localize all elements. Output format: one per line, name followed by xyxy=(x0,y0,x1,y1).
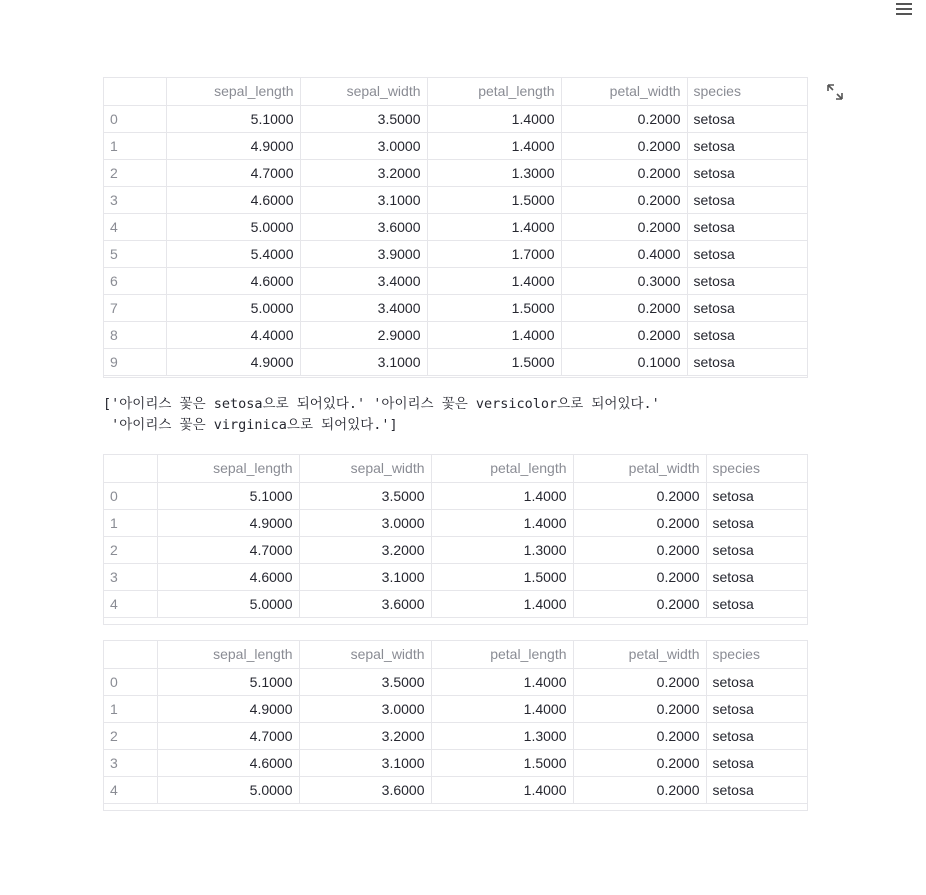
table-cell[interactable]: 0.2000 xyxy=(573,563,706,590)
column-header-species[interactable]: species xyxy=(687,78,807,105)
table-cell[interactable]: 0.2000 xyxy=(561,186,687,213)
table-cell[interactable]: 0.2000 xyxy=(573,695,706,722)
table-row xyxy=(104,776,807,803)
table-cell[interactable]: 0.4000 xyxy=(561,240,687,267)
row-index-cell[interactable]: 2 xyxy=(104,722,157,749)
table-cell[interactable]: setosa xyxy=(706,722,807,749)
table-cell[interactable]: 3.1000 xyxy=(299,749,431,776)
table-cell[interactable]: 3.6000 xyxy=(299,590,431,617)
column-header-sepal-width[interactable]: sepal_width xyxy=(299,641,431,668)
table-row xyxy=(104,213,807,240)
table-cell[interactable]: setosa xyxy=(706,536,807,563)
table-cell[interactable]: 0.2000 xyxy=(561,159,687,186)
row-index-cell[interactable]: 0 xyxy=(104,105,166,132)
row-index-cell[interactable]: 6 xyxy=(104,267,166,294)
table-cell[interactable]: 3.0000 xyxy=(299,695,431,722)
table-cell[interactable]: 4.9000 xyxy=(157,695,299,722)
table-row xyxy=(104,186,807,213)
table-row xyxy=(104,482,807,509)
table-cell[interactable]: setosa xyxy=(687,105,807,132)
table-cell[interactable]: 1.3000 xyxy=(431,536,573,563)
table-cell[interactable]: setosa xyxy=(687,321,807,348)
header-row xyxy=(104,78,807,105)
table-cell[interactable]: 4.7000 xyxy=(166,159,300,186)
table-cell[interactable]: 5.1000 xyxy=(166,105,300,132)
row-index-cell[interactable]: 2 xyxy=(104,536,157,563)
table-cell[interactable]: setosa xyxy=(706,563,807,590)
table-row xyxy=(104,563,807,590)
table-cell[interactable]: 1.3000 xyxy=(427,159,561,186)
table-cell[interactable]: 0.3000 xyxy=(561,267,687,294)
column-header-petal-length[interactable]: petal_length xyxy=(427,78,561,105)
table-row xyxy=(104,132,807,159)
row-index-cell[interactable]: 0 xyxy=(104,482,157,509)
row-index-cell[interactable]: 4 xyxy=(104,213,166,240)
table-cell[interactable]: 3.2000 xyxy=(299,722,431,749)
output-line: ['아이리스 꽃은 setosa으로 되어있다.' '아이리스 꽃은 versicolor으로 되어있다.' xyxy=(103,396,660,412)
table-cell[interactable]: 1.3000 xyxy=(431,722,573,749)
table-cell[interactable]: 1.4000 xyxy=(427,132,561,159)
table-row xyxy=(104,348,807,375)
table-cell[interactable]: 5.4000 xyxy=(166,240,300,267)
table-cell[interactable]: setosa xyxy=(706,668,807,695)
table-row xyxy=(104,590,807,617)
table-cell[interactable]: 0.2000 xyxy=(573,668,706,695)
index-header xyxy=(104,641,157,668)
table-cell[interactable]: 4.6000 xyxy=(166,186,300,213)
table-cell[interactable]: 0.2000 xyxy=(573,536,706,563)
table-cell[interactable]: 0.2000 xyxy=(573,749,706,776)
row-index-cell[interactable]: 8 xyxy=(104,321,166,348)
table-cell[interactable]: setosa xyxy=(687,348,807,375)
table-cell[interactable]: 3.1000 xyxy=(300,348,427,375)
table-body xyxy=(104,668,807,803)
table-row xyxy=(104,240,807,267)
header-row xyxy=(104,455,807,482)
table-cell[interactable]: 5.1000 xyxy=(157,482,299,509)
table-cell[interactable]: 0.2000 xyxy=(561,213,687,240)
row-index-cell[interactable]: 4 xyxy=(104,776,157,803)
table-cell[interactable]: 1.5000 xyxy=(431,749,573,776)
table-cell[interactable]: 4.6000 xyxy=(157,563,299,590)
row-index-cell[interactable]: 1 xyxy=(104,695,157,722)
row-index-cell[interactable]: 1 xyxy=(104,132,166,159)
output-line: '아이리스 꽃은 virginica으로 되어있다.'] xyxy=(103,417,398,433)
table-cell[interactable]: 5.0000 xyxy=(166,294,300,321)
dataframe-head-2[interactable] xyxy=(103,640,808,811)
table-cell[interactable]: 1.4000 xyxy=(427,105,561,132)
table-cell[interactable]: 0.2000 xyxy=(561,294,687,321)
table-cell[interactable]: 1.4000 xyxy=(427,321,561,348)
column-header-petal-width[interactable]: petal_width xyxy=(561,78,687,105)
row-index-cell[interactable]: 3 xyxy=(104,563,157,590)
row-index-cell[interactable]: 0 xyxy=(104,668,157,695)
table-cell[interactable]: setosa xyxy=(687,294,807,321)
table-cell[interactable]: setosa xyxy=(687,132,807,159)
table-cell[interactable]: 1.5000 xyxy=(431,563,573,590)
row-index-cell[interactable]: 5 xyxy=(104,240,166,267)
table-cell[interactable]: 1.4000 xyxy=(431,590,573,617)
table-cell[interactable]: 0.2000 xyxy=(561,132,687,159)
table-cell[interactable]: 1.5000 xyxy=(427,186,561,213)
table-cell[interactable]: 3.6000 xyxy=(300,213,427,240)
table-cell[interactable]: 0.2000 xyxy=(573,776,706,803)
dataframe-head-1[interactable] xyxy=(103,454,808,625)
table-cell[interactable]: 5.0000 xyxy=(157,776,299,803)
row-index-cell[interactable]: 9 xyxy=(104,348,166,375)
table-cell[interactable]: 1.4000 xyxy=(431,509,573,536)
dataframe-table xyxy=(104,78,807,376)
table-cell[interactable]: 4.9000 xyxy=(166,348,300,375)
table-cell[interactable]: 3.4000 xyxy=(300,294,427,321)
table-row xyxy=(104,722,807,749)
table-cell[interactable]: 4.9000 xyxy=(157,509,299,536)
hamburger-menu-icon[interactable] xyxy=(896,0,912,16)
table-cell[interactable]: setosa xyxy=(706,749,807,776)
table-cell[interactable]: setosa xyxy=(706,482,807,509)
table-row xyxy=(104,668,807,695)
table-cell[interactable]: 1.4000 xyxy=(427,267,561,294)
table-cell[interactable]: 4.7000 xyxy=(157,722,299,749)
table-row xyxy=(104,105,807,132)
table-cell[interactable]: 4.6000 xyxy=(166,267,300,294)
row-index-cell[interactable]: 3 xyxy=(104,749,157,776)
table-cell[interactable]: setosa xyxy=(706,509,807,536)
column-header-sepal-width[interactable]: sepal_width xyxy=(299,455,431,482)
column-header-sepal-width[interactable]: sepal_width xyxy=(300,78,427,105)
table-cell[interactable]: 4.9000 xyxy=(166,132,300,159)
column-header-petal-length[interactable]: petal_length xyxy=(431,455,573,482)
row-index-cell[interactable]: 4 xyxy=(104,590,157,617)
table-cell[interactable]: 3.2000 xyxy=(300,159,427,186)
table-cell[interactable]: 3.5000 xyxy=(299,482,431,509)
table-cell[interactable]: 4.6000 xyxy=(157,749,299,776)
table-cell[interactable]: setosa xyxy=(687,240,807,267)
table-cell[interactable]: 3.2000 xyxy=(299,536,431,563)
table-cell[interactable]: 1.4000 xyxy=(431,668,573,695)
column-header-petal-width[interactable]: petal_width xyxy=(573,455,706,482)
table-cell[interactable]: 0.2000 xyxy=(573,590,706,617)
table-cell[interactable]: 0.1000 xyxy=(561,348,687,375)
table-row xyxy=(104,536,807,563)
table-cell[interactable]: 1.5000 xyxy=(427,348,561,375)
table-cell[interactable]: 3.0000 xyxy=(300,132,427,159)
table-cell[interactable]: 3.0000 xyxy=(299,509,431,536)
column-header-petal-width[interactable]: petal_width xyxy=(573,641,706,668)
column-header-sepal-length[interactable]: sepal_length xyxy=(166,78,300,105)
index-header xyxy=(104,455,157,482)
table-cell[interactable]: 1.7000 xyxy=(427,240,561,267)
row-index-cell[interactable]: 2 xyxy=(104,159,166,186)
table-cell[interactable]: setosa xyxy=(706,695,807,722)
column-header-petal-length[interactable]: petal_length xyxy=(431,641,573,668)
table-body xyxy=(104,105,807,375)
table-cell[interactable]: 3.5000 xyxy=(300,105,427,132)
table-cell[interactable]: 3.4000 xyxy=(300,267,427,294)
dataframe-table xyxy=(104,455,807,618)
table-cell[interactable]: 5.0000 xyxy=(157,590,299,617)
table-cell[interactable]: setosa xyxy=(687,159,807,186)
table-cell[interactable]: 5.1000 xyxy=(157,668,299,695)
table-row xyxy=(104,321,807,348)
table-cell[interactable]: 4.7000 xyxy=(157,536,299,563)
table-cell[interactable]: 5.0000 xyxy=(166,213,300,240)
table-cell[interactable]: setosa xyxy=(687,186,807,213)
table-cell[interactable]: 3.6000 xyxy=(299,776,431,803)
column-header-species[interactable]: species xyxy=(706,641,807,668)
header-row xyxy=(104,641,807,668)
table-cell[interactable]: 3.1000 xyxy=(299,563,431,590)
row-index-cell[interactable]: 3 xyxy=(104,186,166,213)
table-row xyxy=(104,294,807,321)
table-cell[interactable]: 1.4000 xyxy=(431,482,573,509)
table-cell[interactable]: 3.1000 xyxy=(300,186,427,213)
table-cell[interactable]: 1.4000 xyxy=(431,695,573,722)
column-header-species[interactable]: species xyxy=(706,455,807,482)
column-header-sepal-length[interactable]: sepal_length xyxy=(157,455,299,482)
table-cell[interactable]: 0.2000 xyxy=(561,105,687,132)
column-header-sepal-length[interactable]: sepal_length xyxy=(157,641,299,668)
table-cell[interactable]: 0.2000 xyxy=(573,509,706,536)
table-body xyxy=(104,482,807,617)
dataframe-table xyxy=(104,641,807,804)
table-row xyxy=(104,749,807,776)
printed-output xyxy=(103,394,660,436)
table-cell[interactable]: 1.5000 xyxy=(427,294,561,321)
table-cell[interactable]: 0.2000 xyxy=(573,482,706,509)
table-cell[interactable]: 0.2000 xyxy=(561,321,687,348)
table-cell[interactable]: 3.5000 xyxy=(299,668,431,695)
table-cell[interactable]: setosa xyxy=(706,590,807,617)
table-cell[interactable]: 4.4000 xyxy=(166,321,300,348)
row-index-cell[interactable]: 7 xyxy=(104,294,166,321)
table-cell[interactable]: 1.4000 xyxy=(427,213,561,240)
index-header xyxy=(104,78,166,105)
dataframe-iris-full[interactable] xyxy=(103,77,808,378)
table-cell[interactable]: setosa xyxy=(687,267,807,294)
table-cell[interactable]: 3.9000 xyxy=(300,240,427,267)
table-row xyxy=(104,159,807,186)
table-cell[interactable]: 0.2000 xyxy=(573,722,706,749)
table-row xyxy=(104,695,807,722)
table-cell[interactable]: 1.4000 xyxy=(431,776,573,803)
table-cell[interactable]: setosa xyxy=(687,213,807,240)
table-row xyxy=(104,267,807,294)
table-row xyxy=(104,509,807,536)
expand-fullscreen-icon[interactable] xyxy=(826,83,844,101)
row-index-cell[interactable]: 1 xyxy=(104,509,157,536)
table-cell[interactable]: 2.9000 xyxy=(300,321,427,348)
table-cell[interactable]: setosa xyxy=(706,776,807,803)
